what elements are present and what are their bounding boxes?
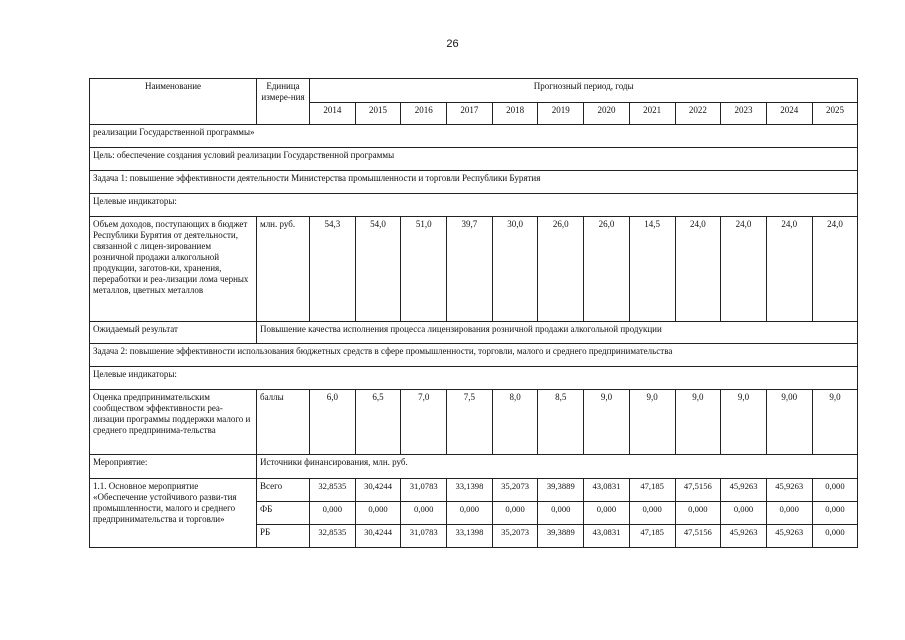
indicator1-value-2025: 24,0 bbox=[812, 217, 858, 322]
activity-value-2016: 31,0783 bbox=[401, 525, 447, 548]
header-row bbox=[90, 79, 858, 103]
activity-value-2019: 39,3889 bbox=[538, 525, 584, 548]
header-name: Наименование bbox=[90, 79, 257, 125]
task-2: Задача 2: повышение эффективности использования бюджетных средств в сфере промышленности, торговли, малого и среднего предпринимательства bbox=[90, 344, 858, 367]
activity-value-2023: 45,9263 bbox=[721, 525, 767, 548]
activity-source-label: Всего bbox=[257, 479, 310, 502]
indicator-1-unit: млн. руб. bbox=[257, 217, 310, 322]
activity-value-2018: 0,000 bbox=[492, 502, 538, 525]
measure-row bbox=[90, 455, 858, 479]
goal: Цель: обеспечение создания условий реализации Государственной программы bbox=[90, 148, 858, 171]
indicator-2-name: Оценка предпринимательским сообществом эффективности реа-лизации программы поддержки малого и среднего предпринима-тельства bbox=[90, 390, 257, 455]
header-unit: Единица измере-ния bbox=[257, 79, 310, 125]
activity-value-2016: 0,000 bbox=[401, 502, 447, 525]
activity-value-2015: 30,4244 bbox=[355, 479, 401, 502]
activity-value-2019: 39,3889 bbox=[538, 479, 584, 502]
activity-value-2023: 0,000 bbox=[721, 502, 767, 525]
indicator2-value-2021: 9,0 bbox=[629, 390, 675, 455]
indicators2-row bbox=[90, 367, 858, 390]
header-period: Прогнозный период, годы bbox=[310, 79, 858, 103]
indicator1-value-2022: 24,0 bbox=[675, 217, 721, 322]
financing-sources: Источники финансирования, млн. руб. bbox=[257, 455, 858, 479]
activity-value-2014: 32,8535 bbox=[310, 479, 356, 502]
indicator-2-unit: баллы bbox=[257, 390, 310, 455]
indicator1-value-2023: 24,0 bbox=[721, 217, 767, 322]
activity-value-2025: 0,000 bbox=[812, 502, 858, 525]
activity-value-2018: 35,2073 bbox=[492, 479, 538, 502]
activity-value-2014: 0,000 bbox=[310, 502, 356, 525]
year-2018: 2018 bbox=[492, 103, 538, 125]
indicator2-value-2018: 8,0 bbox=[492, 390, 538, 455]
year-2021: 2021 bbox=[629, 103, 675, 125]
year-2019: 2019 bbox=[538, 103, 584, 125]
expected-result-row bbox=[90, 322, 858, 344]
goal-row bbox=[90, 148, 858, 171]
indicator1-value-2024: 24,0 bbox=[766, 217, 812, 322]
activity-value-2018: 35,2073 bbox=[492, 525, 538, 548]
indicator2-value-2016: 7,0 bbox=[401, 390, 447, 455]
task2-row bbox=[90, 344, 858, 367]
year-2014: 2014 bbox=[310, 103, 356, 125]
year-2017: 2017 bbox=[447, 103, 493, 125]
indicator1-value-2021: 14,5 bbox=[629, 217, 675, 322]
task1-row bbox=[90, 171, 858, 194]
page-number: 26 bbox=[446, 38, 459, 50]
activity-value-2021: 47,185 bbox=[629, 525, 675, 548]
indicator1-value-2018: 30,0 bbox=[492, 217, 538, 322]
indicator2-value-2017: 7,5 bbox=[447, 390, 493, 455]
program-tail-row bbox=[90, 125, 858, 148]
activity-value-2025: 0,000 bbox=[812, 479, 858, 502]
year-2023: 2023 bbox=[721, 103, 767, 125]
measure-label: Мероприятие: bbox=[90, 455, 257, 479]
activity-value-2020: 43,0831 bbox=[584, 525, 630, 548]
year-2025: 2025 bbox=[812, 103, 858, 125]
indicator1-value-2014: 54,3 bbox=[310, 217, 356, 322]
activity-source-label: ФБ bbox=[257, 502, 310, 525]
indicators1-row bbox=[90, 194, 858, 217]
activity-value-2024: 0,000 bbox=[766, 502, 812, 525]
activity-value-2022: 47,5156 bbox=[675, 525, 721, 548]
indicator-2-row bbox=[90, 390, 858, 455]
activity-value-2022: 47,5156 bbox=[675, 479, 721, 502]
activity-value-2023: 45,9263 bbox=[721, 479, 767, 502]
year-2024: 2024 bbox=[766, 103, 812, 125]
activity-value-2022: 0,000 bbox=[675, 502, 721, 525]
indicator2-value-2014: 6,0 bbox=[310, 390, 356, 455]
indicator2-value-2019: 8,5 bbox=[538, 390, 584, 455]
indicator2-value-2015: 6,5 bbox=[355, 390, 401, 455]
activity-value-2020: 0,000 bbox=[584, 502, 630, 525]
year-2022: 2022 bbox=[675, 103, 721, 125]
indicator1-value-2017: 39,7 bbox=[447, 217, 493, 322]
activity-name: 1.1. Основное мероприятие «Обеспечение устойчивого разви-тия промышленности, малого и среднего предпринимательства и торговли» bbox=[90, 479, 257, 548]
activity-value-2024: 45,9263 bbox=[766, 479, 812, 502]
activity-value-2021: 0,000 bbox=[629, 502, 675, 525]
activity-value-2017: 33,1398 bbox=[447, 479, 493, 502]
indicator2-value-2025: 9,0 bbox=[812, 390, 858, 455]
program-tail: реализации Государственной программы» bbox=[90, 125, 858, 148]
activity-value-2017: 33,1398 bbox=[447, 525, 493, 548]
indicator2-value-2024: 9,00 bbox=[766, 390, 812, 455]
activity-value-2015: 30,4244 bbox=[355, 525, 401, 548]
activity-value-2021: 47,185 bbox=[629, 479, 675, 502]
year-2020: 2020 bbox=[584, 103, 630, 125]
indicator1-value-2019: 26,0 bbox=[538, 217, 584, 322]
expected-result-text: Повышение качества исполнения процесса лицензирования розничной продажи алкогольной продукции bbox=[257, 322, 858, 344]
task-1: Задача 1: повышение эффективности деятельности Министерства промышленности и торговли Республики Бурятия bbox=[90, 171, 858, 194]
year-2015: 2015 bbox=[355, 103, 401, 125]
activity-value-2025: 0,000 bbox=[812, 525, 858, 548]
indicator-1-row bbox=[90, 217, 858, 322]
activity-value-2019: 0,000 bbox=[538, 502, 584, 525]
activity-value-2014: 32,8535 bbox=[310, 525, 356, 548]
indicator1-value-2020: 26,0 bbox=[584, 217, 630, 322]
activity-total-row bbox=[90, 479, 858, 502]
target-indicators-1: Целевые индикаторы: bbox=[90, 194, 858, 217]
activity-value-2017: 0,000 bbox=[447, 502, 493, 525]
indicator1-value-2016: 51,0 bbox=[401, 217, 447, 322]
activity-value-2024: 45,9263 bbox=[766, 525, 812, 548]
indicator-1-name: Объем доходов, поступающих в бюджет Республики Бурятия от деятельности, связанной с лицен-зированием розничной продажи алкогольной продукции, заготов-ки, хранения, переработки и реа-лизации лома черных металлов, цветных металлов bbox=[90, 217, 257, 322]
activity-value-2016: 31,0783 bbox=[401, 479, 447, 502]
expected-result-label: Ожидаемый результат bbox=[90, 322, 257, 344]
activity-source-label: РБ bbox=[257, 525, 310, 548]
activity-value-2020: 43,0831 bbox=[584, 479, 630, 502]
indicator2-value-2022: 9,0 bbox=[675, 390, 721, 455]
indicator2-value-2020: 9,0 bbox=[584, 390, 630, 455]
activity-value-2015: 0,000 bbox=[355, 502, 401, 525]
year-2016: 2016 bbox=[401, 103, 447, 125]
indicator1-value-2015: 54,0 bbox=[355, 217, 401, 322]
target-indicators-2: Целевые индикаторы: bbox=[90, 367, 858, 390]
forecast-table bbox=[89, 78, 858, 548]
indicator2-value-2023: 9,0 bbox=[721, 390, 767, 455]
